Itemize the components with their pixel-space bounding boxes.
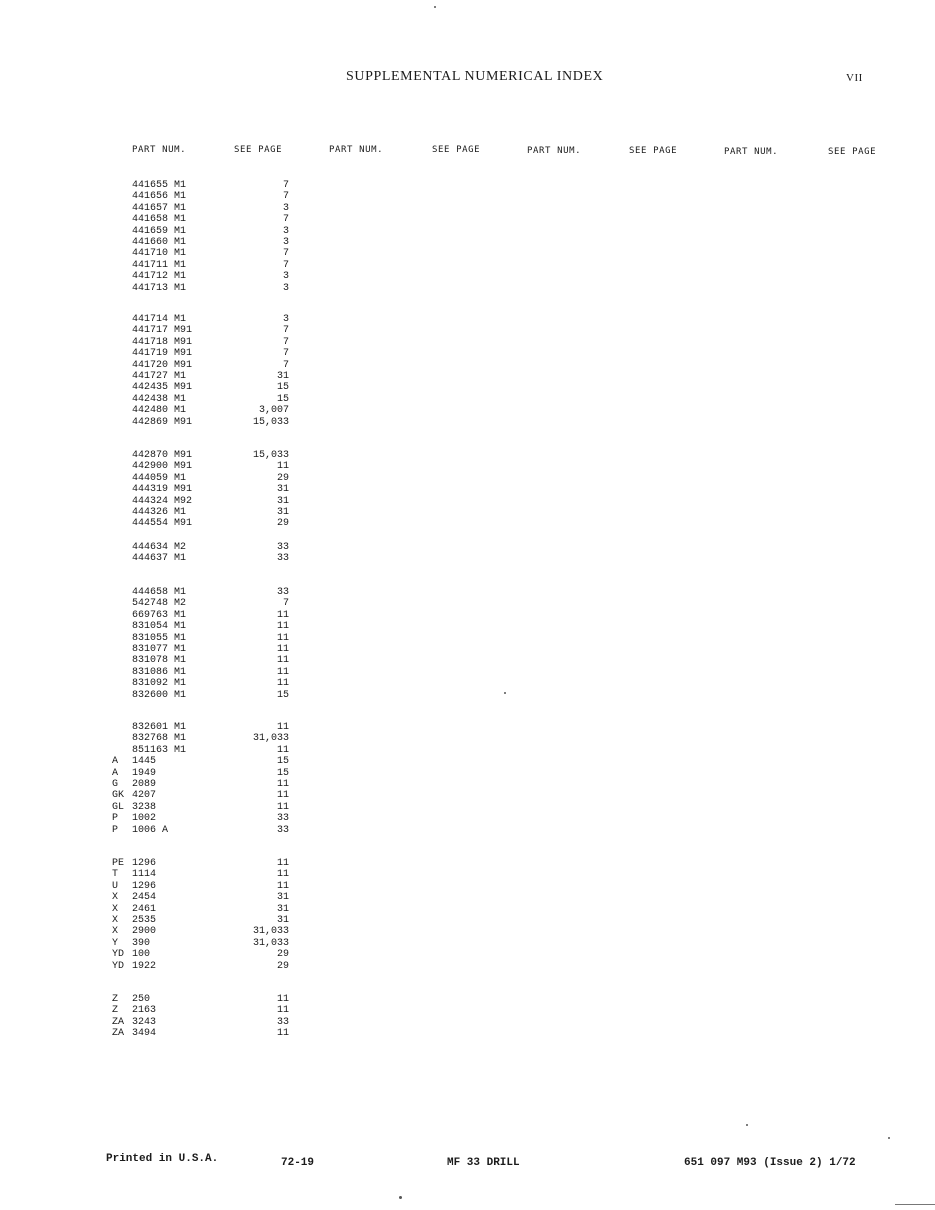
see-page: 7 [282, 336, 289, 348]
part-number: 832768 M1 [132, 733, 187, 745]
part-number: 2454 [132, 892, 157, 904]
footer-date-code: 72-19 [281, 1157, 315, 1169]
index-row [0, 745, 300, 756]
index-row [0, 881, 300, 892]
index-row [0, 1017, 300, 1028]
part-prefix: X [112, 892, 119, 904]
index-row [0, 825, 300, 836]
part-number: 1002 [132, 813, 157, 825]
part-prefix: G [112, 779, 119, 790]
see-page: 15 [276, 689, 289, 701]
part-number: 441720 M91 [132, 359, 193, 371]
part-number: 441718 M91 [132, 336, 193, 348]
part-number: 2089 [132, 779, 157, 790]
index-row [0, 518, 300, 529]
part-number: 441657 M1 [132, 202, 187, 214]
see-page: 15,033 [252, 416, 289, 428]
index-row [0, 203, 300, 214]
see-page: 31 [276, 915, 289, 926]
part-prefix: Z [112, 1005, 119, 1017]
see-page: 31,033 [252, 733, 289, 745]
part-number: 444326 M1 [132, 507, 187, 518]
part-number: 1006 A [132, 824, 169, 836]
see-page: 33 [276, 553, 289, 565]
see-page: 11 [276, 621, 289, 633]
part-number: 831092 M1 [132, 678, 187, 690]
part-number: 441710 M1 [132, 248, 187, 260]
index-row [0, 915, 300, 926]
part-prefix: ZA [112, 1028, 125, 1040]
part-number: 442480 M1 [132, 405, 187, 417]
part-number: 442900 M91 [132, 461, 193, 473]
see-page: 31 [276, 484, 289, 496]
index-row [0, 248, 300, 259]
part-prefix: GK [112, 790, 125, 802]
index-row [0, 405, 300, 416]
part-prefix: X [112, 915, 119, 926]
part-number: 2900 [132, 926, 157, 938]
part-prefix: P [112, 824, 119, 836]
index-row [0, 394, 300, 405]
index-row [0, 360, 300, 371]
column-header-part-3: PART NUM. [527, 146, 582, 156]
part-prefix: YD [112, 960, 125, 972]
see-page: 29 [276, 472, 289, 484]
page-title: SUPPLEMENTAL NUMERICAL INDEX [346, 69, 604, 84]
index-row [0, 553, 300, 564]
see-page: 7 [282, 598, 289, 610]
index-row [0, 473, 300, 484]
part-number: 444324 M92 [132, 495, 193, 507]
index-row [0, 484, 300, 495]
part-number: 390 [132, 937, 151, 949]
see-page: 31,033 [252, 937, 289, 949]
index-row [0, 271, 300, 282]
part-number: 441712 M1 [132, 271, 187, 283]
see-page: 11 [276, 994, 289, 1005]
see-page: 7 [282, 325, 289, 337]
part-number: 444319 M91 [132, 484, 193, 496]
see-page: 11 [276, 880, 289, 892]
index-row [0, 926, 300, 937]
index-row [0, 226, 300, 237]
part-number: 250 [132, 994, 151, 1005]
part-number: 444059 M1 [132, 472, 187, 484]
see-page: 15,033 [252, 450, 289, 461]
index-row [0, 790, 300, 801]
index-row [0, 938, 300, 949]
index-row [0, 961, 300, 972]
index-row [0, 337, 300, 348]
see-page: 11 [276, 632, 289, 644]
part-prefix: GL [112, 801, 125, 813]
see-page: 15 [276, 756, 289, 768]
part-number: 3494 [132, 1028, 157, 1040]
part-prefix: P [112, 813, 119, 825]
see-page: 31 [276, 495, 289, 507]
part-number: 832601 M1 [132, 722, 187, 733]
index-row [0, 283, 300, 294]
see-page: 7 [282, 214, 289, 226]
part-number: 444658 M1 [132, 587, 187, 598]
column-header-part-4: PART NUM. [724, 147, 779, 157]
part-number: 1922 [132, 960, 157, 972]
index-row [0, 325, 300, 336]
see-page: 7 [282, 191, 289, 203]
part-prefix: X [112, 926, 119, 938]
part-number: 442869 M91 [132, 416, 193, 428]
see-page: 11 [276, 609, 289, 621]
see-page: 3 [282, 271, 289, 283]
index-row [0, 904, 300, 915]
see-page: 15 [276, 382, 289, 394]
part-number: 444637 M1 [132, 553, 187, 565]
index-row [0, 858, 300, 869]
part-number: 444554 M91 [132, 518, 193, 530]
see-page: 3,007 [258, 405, 289, 417]
footer-document-ref: 651 097 M93 (Issue 2) 1/72 [684, 1157, 856, 1169]
part-number: 831077 M1 [132, 644, 187, 655]
part-number: 441714 M1 [132, 314, 187, 325]
part-number: 441659 M1 [132, 225, 187, 237]
part-prefix: ZA [112, 1016, 125, 1028]
part-number: 831055 M1 [132, 632, 187, 644]
index-row [0, 655, 300, 666]
index-row [0, 949, 300, 960]
see-page: 11 [276, 461, 289, 473]
part-number: 444634 M2 [132, 542, 187, 553]
see-page: 11 [276, 744, 289, 756]
index-row [0, 371, 300, 382]
index-row [0, 598, 300, 609]
part-number: 441656 M1 [132, 191, 187, 203]
index-row [0, 802, 300, 813]
index-row [0, 507, 300, 518]
see-page: 11 [276, 722, 289, 733]
see-page: 7 [282, 259, 289, 271]
index-row [0, 542, 300, 553]
index-row [0, 633, 300, 644]
see-page: 11 [276, 869, 289, 881]
part-number: 3243 [132, 1016, 157, 1028]
part-number: 1445 [132, 756, 157, 768]
see-page: 11 [276, 1028, 289, 1040]
part-number: 442870 M91 [132, 450, 193, 461]
see-page: 33 [276, 587, 289, 598]
part-number: 442435 M91 [132, 382, 193, 394]
see-page: 11 [276, 779, 289, 790]
part-prefix: Z [112, 994, 119, 1005]
part-number: 3238 [132, 801, 157, 813]
see-page: 7 [282, 248, 289, 260]
scan-speck [888, 1137, 890, 1139]
part-prefix: T [112, 869, 119, 881]
part-prefix: A [112, 756, 119, 768]
see-page: 33 [276, 542, 289, 553]
column-header-page-4: SEE PAGE [828, 147, 877, 157]
part-number: 441658 M1 [132, 214, 187, 226]
index-row [0, 348, 300, 359]
see-page: 7 [282, 348, 289, 360]
index-row [0, 314, 300, 325]
index-row [0, 260, 300, 271]
see-page: 7 [282, 180, 289, 191]
index-row [0, 678, 300, 689]
part-number: 441660 M1 [132, 237, 187, 248]
index-row [0, 1005, 300, 1016]
scan-speck [399, 1196, 402, 1199]
see-page: 3 [282, 282, 289, 294]
see-page: 3 [282, 202, 289, 214]
index-row [0, 1028, 300, 1039]
index-row [0, 756, 300, 767]
part-number: 2163 [132, 1005, 157, 1017]
index-row [0, 621, 300, 632]
part-number: 1296 [132, 880, 157, 892]
index-row [0, 768, 300, 779]
index-row [0, 667, 300, 678]
see-page: 29 [276, 518, 289, 530]
see-page: 31 [276, 507, 289, 518]
see-page: 15 [276, 393, 289, 405]
index-row [0, 214, 300, 225]
scan-speck [504, 692, 506, 694]
part-number: 442438 M1 [132, 393, 187, 405]
see-page: 31,033 [252, 926, 289, 938]
see-page: 11 [276, 1005, 289, 1017]
see-page: 3 [282, 225, 289, 237]
scan-rule [895, 1204, 935, 1205]
scan-speck [746, 1124, 748, 1126]
index-row [0, 994, 300, 1005]
part-number: 441727 M1 [132, 371, 187, 382]
part-number: 1114 [132, 869, 157, 881]
see-page: 3 [282, 237, 289, 248]
part-number: 441655 M1 [132, 180, 187, 191]
part-number: 851163 M1 [132, 744, 187, 756]
index-row [0, 779, 300, 790]
footer-printed: Printed in U.S.A. [106, 1153, 219, 1165]
index-row [0, 587, 300, 598]
see-page: 11 [276, 858, 289, 869]
part-number: 1949 [132, 767, 157, 779]
index-row [0, 813, 300, 824]
column-header-page-3: SEE PAGE [629, 146, 678, 156]
part-number: 669763 M1 [132, 609, 187, 621]
see-page: 31 [276, 371, 289, 382]
part-number: 441713 M1 [132, 282, 187, 294]
part-number: 2535 [132, 915, 157, 926]
index-row [0, 690, 300, 701]
index-row [0, 610, 300, 621]
see-page: 33 [276, 813, 289, 825]
see-page: 31 [276, 892, 289, 904]
part-number: 832600 M1 [132, 689, 187, 701]
index-row [0, 180, 300, 191]
see-page: 29 [276, 960, 289, 972]
part-prefix: A [112, 767, 119, 779]
part-prefix: U [112, 880, 119, 892]
part-number: 441719 M91 [132, 348, 193, 360]
part-number: 831078 M1 [132, 655, 187, 667]
index-row [0, 191, 300, 202]
column-header-page-1: SEE PAGE [234, 145, 283, 155]
part-number: 4207 [132, 790, 157, 802]
column-header-part-2: PART NUM. [329, 145, 384, 155]
scan-speck [434, 6, 436, 8]
part-number: 2461 [132, 903, 157, 915]
page-number: VII [846, 72, 863, 84]
part-number: 441717 M91 [132, 325, 193, 337]
see-page: 33 [276, 1016, 289, 1028]
see-page: 7 [282, 359, 289, 371]
part-number: 542748 M2 [132, 598, 187, 610]
part-prefix: YD [112, 949, 125, 961]
part-number: 831086 M1 [132, 666, 187, 678]
index-row [0, 722, 300, 733]
index-row [0, 869, 300, 880]
see-page: 11 [276, 678, 289, 690]
index-row [0, 496, 300, 507]
see-page: 31 [276, 903, 289, 915]
index-row [0, 892, 300, 903]
index-row [0, 733, 300, 744]
see-page: 29 [276, 949, 289, 961]
part-number: 1296 [132, 858, 157, 869]
footer-model: MF 33 DRILL [447, 1157, 520, 1169]
index-row [0, 382, 300, 393]
index-row [0, 417, 300, 428]
index-row [0, 644, 300, 655]
part-prefix: PE [112, 858, 125, 869]
index-row [0, 237, 300, 248]
see-page: 3 [282, 314, 289, 325]
index-row [0, 450, 300, 461]
see-page: 15 [276, 767, 289, 779]
column-header-page-2: SEE PAGE [432, 145, 481, 155]
column-header-part-1: PART NUM. [132, 145, 187, 155]
see-page: 11 [276, 790, 289, 802]
see-page: 11 [276, 801, 289, 813]
index-row [0, 461, 300, 472]
see-page: 11 [276, 666, 289, 678]
part-number: 441711 M1 [132, 259, 187, 271]
part-number: 100 [132, 949, 151, 961]
see-page: 33 [276, 824, 289, 836]
part-prefix: X [112, 903, 119, 915]
see-page: 11 [276, 655, 289, 667]
part-number: 831054 M1 [132, 621, 187, 633]
see-page: 11 [276, 644, 289, 655]
part-prefix: Y [112, 937, 119, 949]
